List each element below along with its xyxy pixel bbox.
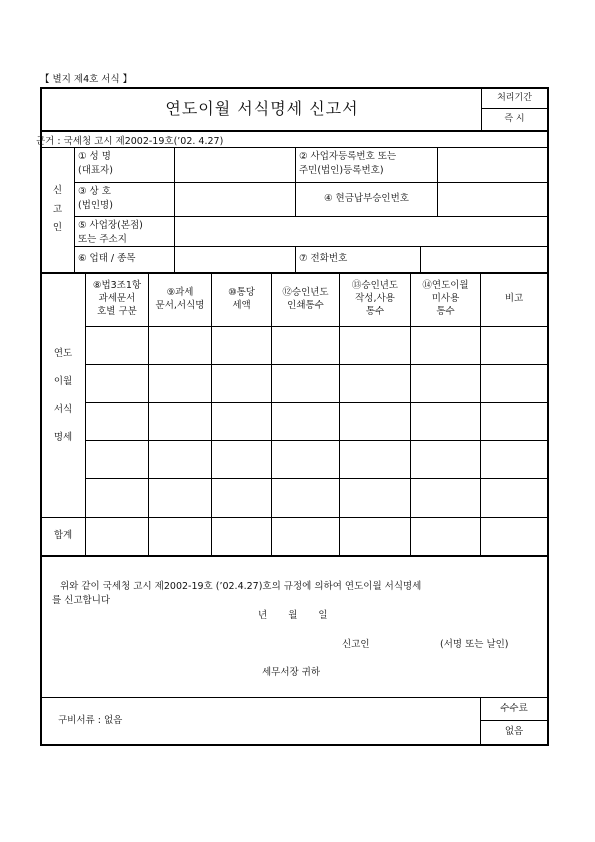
header-col-12: ⑫승인년도 인쇄통수 (282, 286, 329, 311)
frame-right (547, 87, 549, 746)
phone-label: ⑦ 전화번호 (299, 253, 348, 265)
basis-text: 근거 : 국세청 고시 제2002-19호(’02. 4.27) (36, 136, 224, 147)
declaration-line2: 를 신고합니다 (52, 595, 111, 606)
header-col-9: ⑨과세 문서,서식명 (155, 286, 205, 311)
declaration-line1: 위와 같이 국세청 고시 제2002-19호 (’02.4.27)호의 규정에 의하여 연도이월 서식명세 (60, 581, 422, 592)
sign-note: (서명 또는 날인) (440, 639, 509, 650)
company-value[interactable] (175, 183, 294, 215)
header-col-8: ⑧법3조1항 과세문서 호별 구분 (92, 280, 142, 317)
header-col-10: ⑩통당 세액 (228, 286, 255, 311)
frame-bottom (40, 744, 549, 746)
phone-value[interactable] (421, 247, 546, 271)
detail-section-label: 연도 이월 서식 명세 (53, 348, 73, 443)
business-type-value[interactable] (175, 247, 294, 271)
attachments-text: 구비서류 : 없음 (58, 714, 123, 726)
form-title: 연도이월 서식명세 신고서 (165, 99, 359, 119)
addressee: 세무서장 귀하 (262, 667, 321, 678)
signer-label: 신고인 (342, 639, 370, 650)
business-reg-label: ② 사업자등록번호 또는 주민(법인)등록번호) (299, 151, 397, 176)
header-remarks: 비고 (504, 293, 524, 305)
fee-value: 없음 (504, 726, 524, 738)
fee-label: 수수료 (500, 702, 528, 714)
name-label: ① 성 명 (대표자) (78, 151, 113, 176)
business-reg-value[interactable] (438, 148, 546, 181)
business-type-label: ⑥ 업태 / 종목 (78, 253, 136, 265)
processing-value: 즉 시 (504, 114, 525, 125)
form-tag: 【 별지 제4호 서식 】 (40, 74, 133, 85)
address-value[interactable] (175, 217, 546, 245)
declaration-date: 년 월 일 (258, 610, 328, 621)
cash-payment-label: ④ 현금납부승인번호 (324, 192, 409, 204)
processing-label: 처리기간 (497, 92, 532, 103)
reporter-section-label: 신 고 인 (52, 184, 63, 234)
header-col-14: ⑭연도이월 미사용 통수 (422, 280, 469, 317)
total-label: 합계 (53, 530, 73, 542)
cash-payment-value[interactable] (438, 183, 546, 215)
address-label: ⑤ 사업장(본점) 또는 주소지 (78, 220, 143, 245)
company-label: ③ 상 호 (법인명) (78, 186, 113, 211)
header-col-13: ⑬승인년도 작성,사용 통수 (351, 280, 399, 317)
name-value[interactable] (175, 148, 294, 181)
